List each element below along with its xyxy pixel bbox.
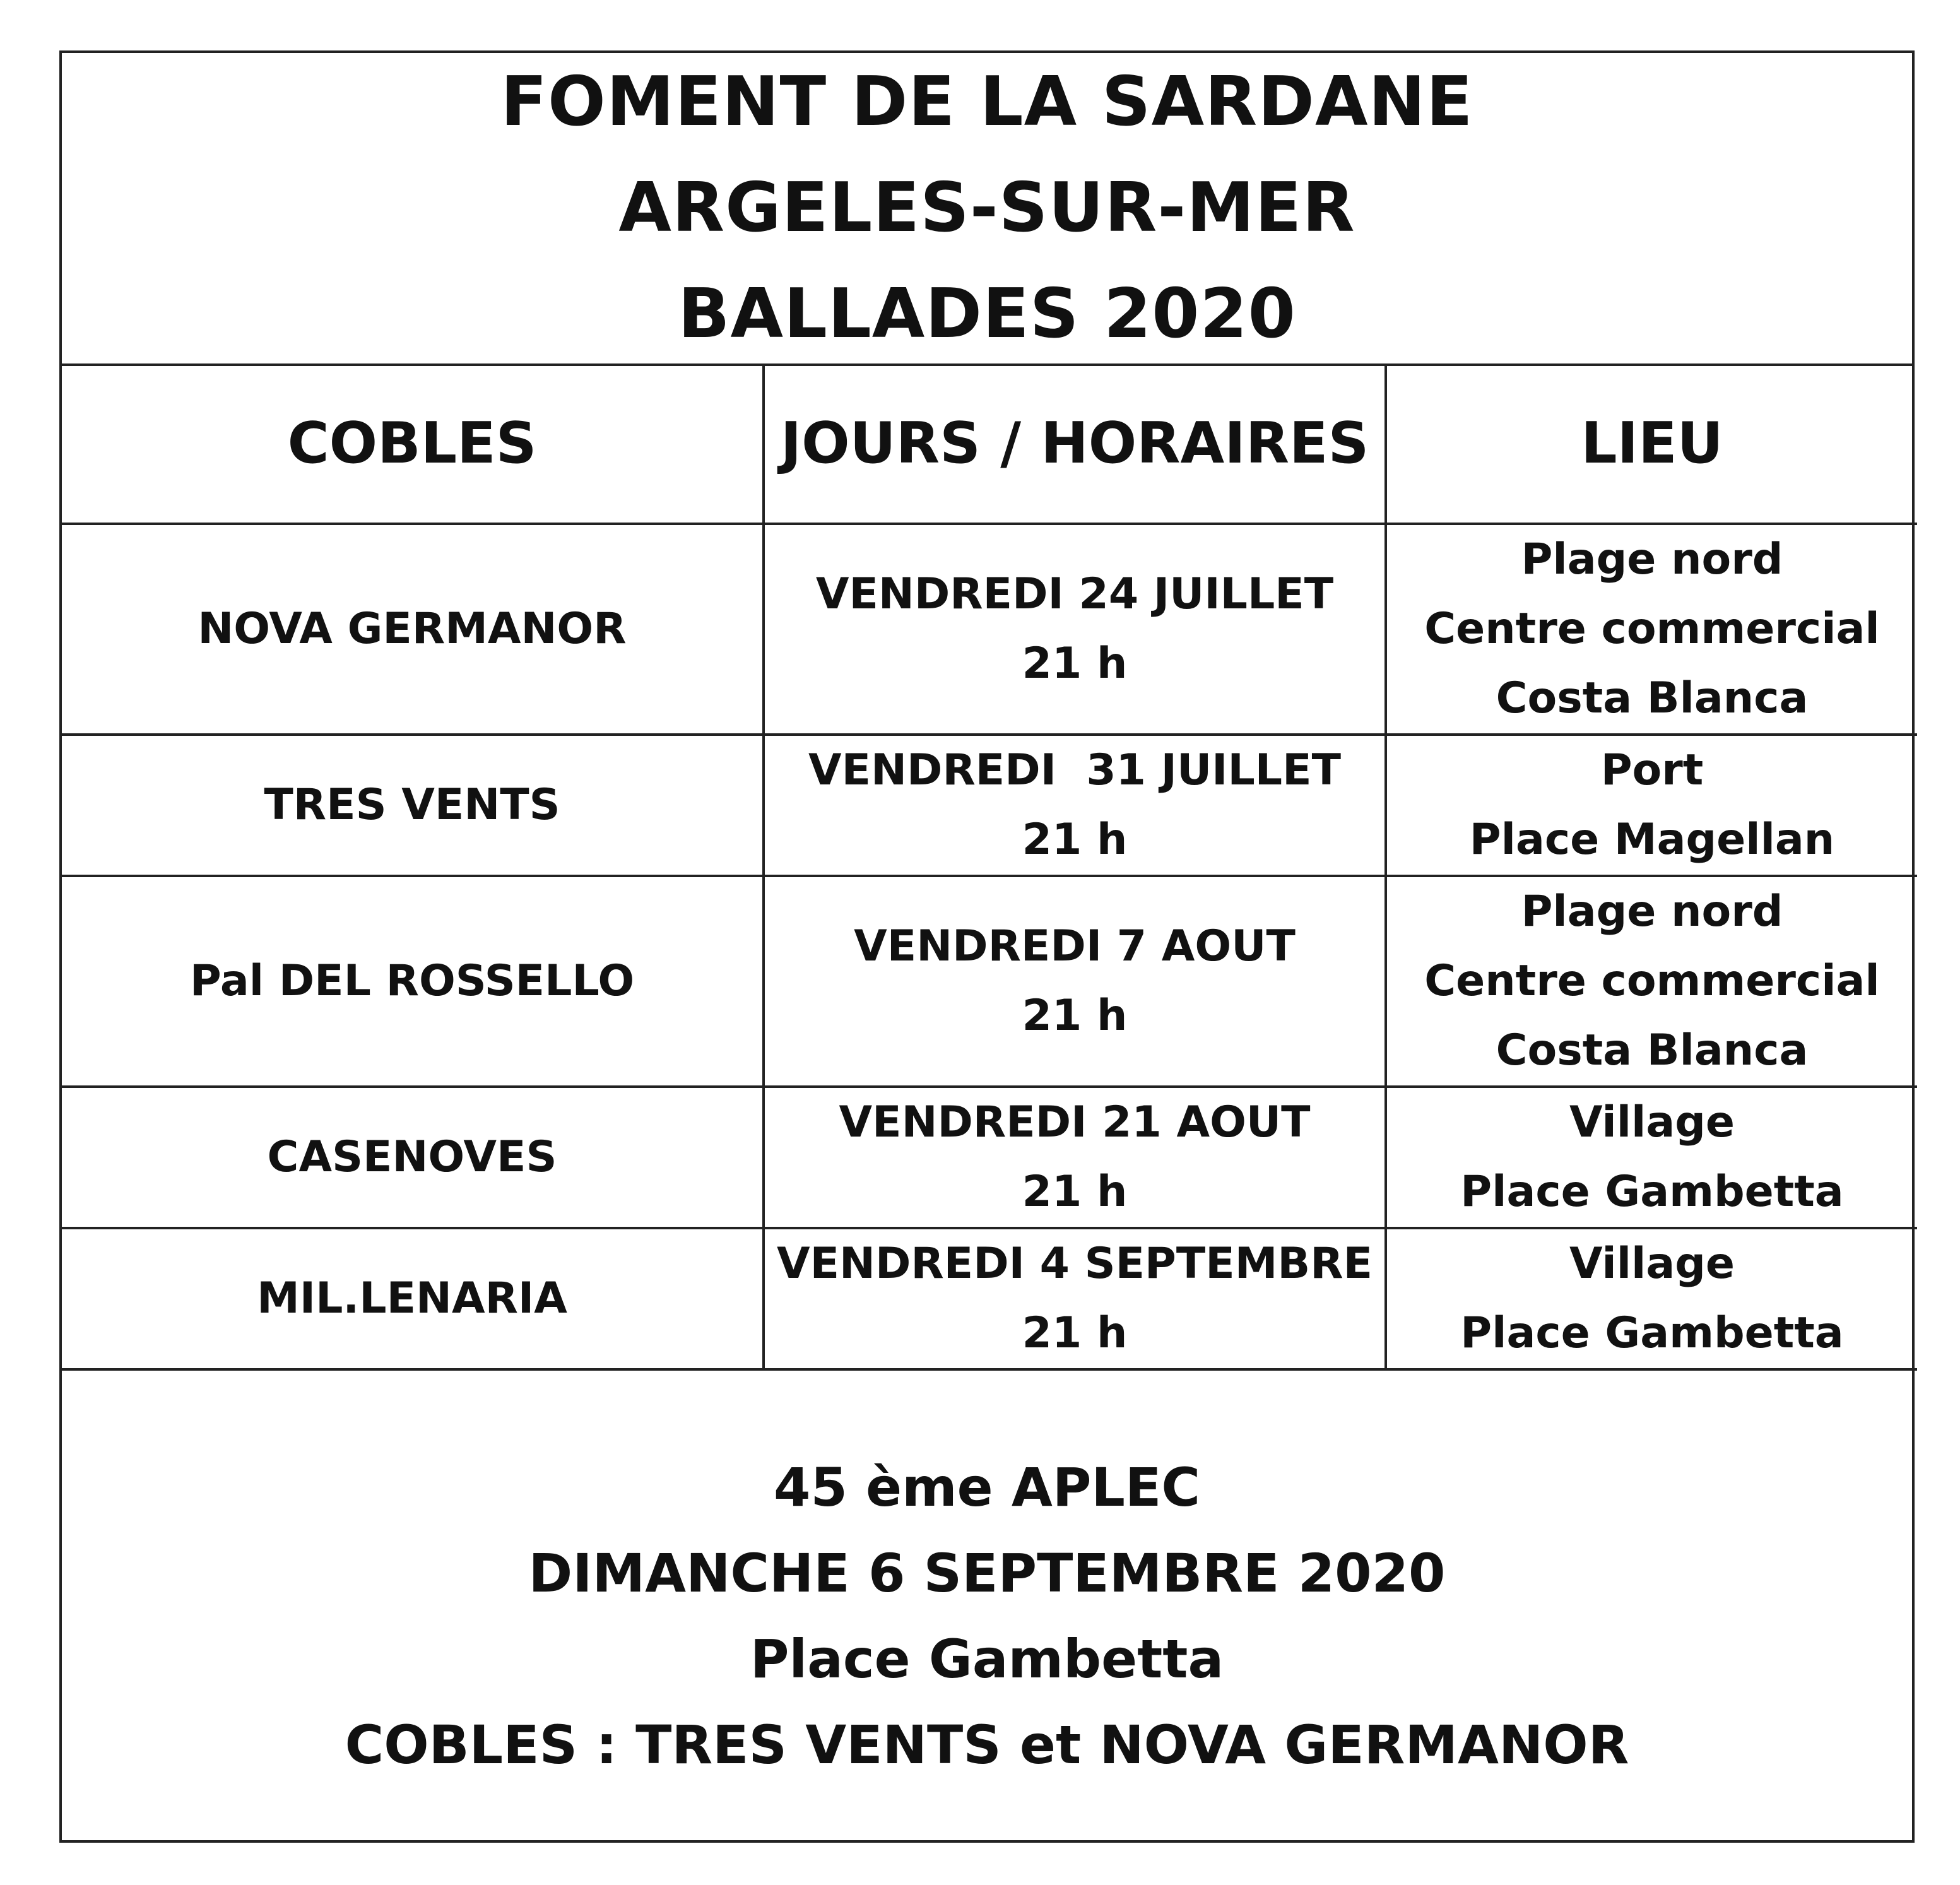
aplec-place: Place Gambetta bbox=[750, 1628, 1224, 1690]
time-text: 21 h bbox=[1022, 815, 1128, 865]
lieu-cell bbox=[1386, 1228, 1917, 1369]
date-cell bbox=[764, 1228, 1386, 1369]
lieu-line: Place Gambetta bbox=[1460, 1308, 1844, 1358]
header-town: ARGELES-SUR-MER bbox=[618, 168, 1355, 247]
lieu-cell bbox=[1386, 876, 1917, 1087]
date-cell bbox=[764, 1087, 1386, 1228]
table-row bbox=[62, 876, 1917, 1087]
aplec-cobles: COBLES : TRES VENTS et NOVA GERMANOR bbox=[345, 1714, 1629, 1776]
column-header-cobles: COBLES bbox=[62, 363, 764, 524]
time-text: 21 h bbox=[1022, 1308, 1128, 1358]
date-cell bbox=[764, 524, 1386, 735]
aplec-announcement bbox=[62, 1361, 1912, 1840]
lieu-line: Centre commercial bbox=[1424, 604, 1880, 654]
lieu-line: Village bbox=[1569, 1097, 1735, 1147]
table-row bbox=[62, 735, 1917, 876]
table-row bbox=[62, 524, 1917, 735]
poster-header bbox=[62, 53, 1912, 366]
header-season: BALLADES 2020 bbox=[678, 275, 1296, 353]
lieu-line: Port bbox=[1600, 745, 1704, 795]
table-row bbox=[62, 1087, 1917, 1228]
coble-cell: NOVA GERMANOR bbox=[62, 524, 764, 735]
coble-cell: MIL.LENARIA bbox=[62, 1228, 764, 1369]
lieu-line: Plage nord bbox=[1521, 887, 1783, 937]
column-header-jours: JOURS / HORAIRES bbox=[764, 363, 1386, 524]
date-cell bbox=[764, 876, 1386, 1087]
day-text: VENDREDI 24 JUILLET bbox=[815, 569, 1334, 619]
table-header-row bbox=[62, 363, 1917, 524]
lieu-line: Costa Blanca bbox=[1496, 1025, 1809, 1075]
lieu-line: Plage nord bbox=[1521, 535, 1783, 584]
day-text: VENDREDI 21 AOUT bbox=[839, 1097, 1311, 1147]
lieu-line: Village bbox=[1569, 1239, 1735, 1289]
lieu-cell bbox=[1386, 524, 1917, 735]
table-row bbox=[62, 1228, 1917, 1369]
day-text: VENDREDI 31 JUILLET bbox=[808, 745, 1341, 795]
lieu-line: Place Gambetta bbox=[1460, 1167, 1844, 1217]
time-text: 21 h bbox=[1022, 639, 1128, 688]
day-text: VENDREDI 7 AOUT bbox=[854, 921, 1296, 971]
coble-cell: TRES VENTS bbox=[62, 735, 764, 876]
lieu-line: Centre commercial bbox=[1424, 956, 1880, 1006]
poster-sheet bbox=[59, 50, 1915, 1843]
coble-cell: Pal DEL ROSSELLO bbox=[62, 876, 764, 1087]
header-title: FOMENT DE LA SARDANE bbox=[500, 62, 1473, 141]
coble-cell: CASENOVES bbox=[62, 1087, 764, 1228]
time-text: 21 h bbox=[1022, 1167, 1128, 1217]
aplec-date: DIMANCHE 6 SEPTEMBRE 2020 bbox=[528, 1542, 1446, 1604]
day-text: VENDREDI 4 SEPTEMBRE bbox=[776, 1239, 1373, 1289]
lieu-line: Place Magellan bbox=[1469, 815, 1835, 865]
lieu-cell bbox=[1386, 735, 1917, 876]
lieu-cell bbox=[1386, 1087, 1917, 1228]
lieu-line: Costa Blanca bbox=[1496, 673, 1809, 723]
aplec-title: 45 ème APLEC bbox=[774, 1457, 1200, 1518]
date-cell bbox=[764, 735, 1386, 876]
time-text: 21 h bbox=[1022, 991, 1128, 1041]
column-header-lieu: LIEU bbox=[1386, 363, 1917, 524]
schedule-table bbox=[62, 363, 1917, 1371]
